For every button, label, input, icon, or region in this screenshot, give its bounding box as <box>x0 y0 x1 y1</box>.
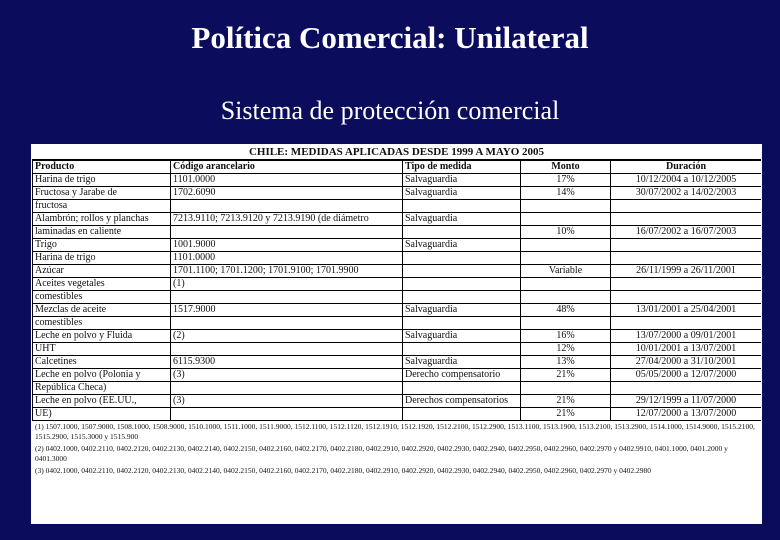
table-cell: 1101.0000 <box>171 174 403 187</box>
table-row <box>33 330 762 343</box>
table-cell: 10% <box>521 226 611 239</box>
table-cell <box>521 239 611 252</box>
table-cell: Leche en polvo y Fluida <box>33 330 171 343</box>
table-cell: 12/07/2000 a 13/07/2000 <box>611 408 762 421</box>
table-cell: 13% <box>521 356 611 369</box>
table-cell <box>171 343 403 356</box>
table-cell <box>611 213 762 226</box>
table-cell <box>521 278 611 291</box>
table-cell <box>171 382 403 395</box>
table-cell <box>611 278 762 291</box>
table-cell <box>403 226 521 239</box>
table-cell: (3) <box>171 395 403 408</box>
table-row <box>33 304 762 317</box>
table-row <box>33 239 762 252</box>
table-cell <box>171 226 403 239</box>
table-cell <box>521 382 611 395</box>
table-cell: Calcetines <box>33 356 171 369</box>
table-body <box>33 174 762 421</box>
table-cell <box>403 252 521 265</box>
table-cell: Derecho compensatorio <box>403 369 521 382</box>
table-cell: 10/01/2001 a 13/07/2001 <box>611 343 762 356</box>
measures-table-panel <box>31 144 762 524</box>
table-cell: (3) <box>171 369 403 382</box>
table-cell: fructosa <box>33 200 171 213</box>
table-row <box>33 408 762 421</box>
table-cell: 29/12/1999 a 11/07/2000 <box>611 395 762 408</box>
header-producto: Producto <box>33 161 171 174</box>
table-cell: 17% <box>521 174 611 187</box>
table-cell: República Checa) <box>33 382 171 395</box>
table-cell: 05/05/2000 a 12/07/2000 <box>611 369 762 382</box>
table-cell: 6115.9300 <box>171 356 403 369</box>
table-cell <box>171 291 403 304</box>
table-cell: UE) <box>33 408 171 421</box>
table-cell: Azúcar <box>33 265 171 278</box>
table-cell: 1101.0000 <box>171 252 403 265</box>
footnote: (3) 0402.1000, 0402.2110, 0402.2120, 0402.2130, 0402.2140, 0402.2150, 0402.2160, 0402.2170, 0402.2180, 0402.2910, 0402.2920, 0402.2930, 0402.2940, 0402.2950, 0402.2960, 0402.2970 y 0402.2980 <box>35 466 651 475</box>
slide-title: Política Comercial: Unilateral <box>191 20 589 55</box>
table-cell <box>611 291 762 304</box>
table-cell: 21% <box>521 408 611 421</box>
table-row <box>33 187 762 200</box>
table-cell: Salvaguardia <box>403 304 521 317</box>
slide-subtitle: Sistema de protección comercial <box>220 96 560 125</box>
table-row <box>33 395 762 408</box>
table-row <box>33 278 762 291</box>
header-monto: Monto <box>521 161 611 174</box>
header-duracion: Duración <box>611 161 762 174</box>
table-cell <box>521 213 611 226</box>
table-cell <box>611 252 762 265</box>
table-cell <box>403 382 521 395</box>
table-cell <box>521 200 611 213</box>
header-codigo: Código arancelario <box>171 161 403 174</box>
table-cell <box>403 265 521 278</box>
table-cell: Mezclas de aceite <box>33 304 171 317</box>
footnote: (1) 1507.1000, 1507.9000, 1508.1000, 1508.9000, 1510.1000, 1511.1000, 1511.9000, 1512.1100, 1512.1120, 1512.1910, 1512.1920, 1512.2100, 1512.2900, 1513.1100, 1513.1900, 1513.2100, 1513.2900, 1514.1000, 1514.9000, 1515.2100, 1515.2900, 1515.3000 y 1515.900 <box>35 422 755 441</box>
table-cell: laminadas en caliente <box>33 226 171 239</box>
table-row <box>33 343 762 356</box>
table-cell <box>403 278 521 291</box>
table-cell: 12% <box>521 343 611 356</box>
table-cell: 16/07/2002 a 16/07/2003 <box>611 226 762 239</box>
table-cell: Leche en polvo (Polonia y <box>33 369 171 382</box>
table-cell: Salvaguardia <box>403 213 521 226</box>
table-cell: 10/12/2004 a 10/12/2005 <box>611 174 762 187</box>
table-row <box>33 213 762 226</box>
table-row <box>33 369 762 382</box>
table-row <box>33 382 762 395</box>
table-cell <box>521 291 611 304</box>
table-cell: Salvaguardia <box>403 174 521 187</box>
table-cell: comestibles <box>33 291 171 304</box>
table-cell: Harina de trigo <box>33 174 171 187</box>
table-cell <box>611 317 762 330</box>
table-cell: comestibles <box>33 317 171 330</box>
table-cell: Aceites vegetales <box>33 278 171 291</box>
table-cell: (1) <box>171 278 403 291</box>
footnote: (2) 0402.1000, 0402.2110, 0402.2120, 0402.2130, 0402.2140, 0402.2150, 0402.2160, 0402.2170, 0402.2180, 0402.2910, 0402.2920, 0402.2930, 0402.2940, 0402.2950, 0402.2960, 0402.2970 y 0402.9910, 0401.1000, 0401.2000 y 0401.3000 <box>35 444 728 463</box>
table-cell: 16% <box>521 330 611 343</box>
table-row <box>33 291 762 304</box>
table-cell <box>521 317 611 330</box>
table-cell <box>171 317 403 330</box>
table-cell <box>521 252 611 265</box>
table-row <box>33 317 762 330</box>
table-cell: Salvaguardia <box>403 239 521 252</box>
table-row <box>33 174 762 187</box>
table-cell <box>403 200 521 213</box>
table-cell: 21% <box>521 395 611 408</box>
measures-table <box>32 160 762 421</box>
table-cell: Alambrón; rollos y planchas <box>33 213 171 226</box>
table-cell: Harina de trigo <box>33 252 171 265</box>
table-cell: 30/07/2002 a 14/02/2003 <box>611 187 762 200</box>
table-row <box>33 252 762 265</box>
table-caption: CHILE: MEDIDAS APLICADAS DESDE 1999 A MAYO 2005 <box>32 145 761 160</box>
table-cell <box>611 239 762 252</box>
table-cell: 26/11/1999 a 26/11/2001 <box>611 265 762 278</box>
table-cell: 14% <box>521 187 611 200</box>
table-cell <box>403 343 521 356</box>
table-cell: 1702.6090 <box>171 187 403 200</box>
table-cell: 13/07/2000 a 09/01/2001 <box>611 330 762 343</box>
table-cell: Trigo <box>33 239 171 252</box>
table-cell <box>611 382 762 395</box>
table-cell: Salvaguardia <box>403 330 521 343</box>
table-cell <box>611 200 762 213</box>
table-row <box>33 265 762 278</box>
table-cell <box>403 317 521 330</box>
table-row <box>33 226 762 239</box>
table-cell <box>171 408 403 421</box>
table-cell: Salvaguardia <box>403 356 521 369</box>
table-cell: 13/01/2001 a 25/04/2001 <box>611 304 762 317</box>
table-cell: 7213.9110; 7213.9120 y 7213.9190 (de diámetro <box>171 213 403 226</box>
table-cell: 21% <box>521 369 611 382</box>
header-tipo: Tipo de medida <box>403 161 521 174</box>
table-cell: 1001.9000 <box>171 239 403 252</box>
table-cell: 27/04/2000 a 31/10/2001 <box>611 356 762 369</box>
table-cell: Salvaguardia <box>403 187 521 200</box>
table-row <box>33 200 762 213</box>
table-cell: Leche en polvo (EE.UU., <box>33 395 171 408</box>
table-header-row <box>33 161 762 174</box>
table-cell: Derechos compensatorios <box>403 395 521 408</box>
table-cell: Variable <box>521 265 611 278</box>
table-cell: 1517.9000 <box>171 304 403 317</box>
table-cell: Fructosa y Jarabe de <box>33 187 171 200</box>
table-cell: 1701.1100; 1701.1200; 1701.9100; 1701.9900 <box>171 265 403 278</box>
table-cell: (2) <box>171 330 403 343</box>
table-cell <box>403 408 521 421</box>
table-cell <box>171 200 403 213</box>
table-row <box>33 356 762 369</box>
table-cell: UHT <box>33 343 171 356</box>
table-cell <box>403 291 521 304</box>
table-footnotes <box>32 421 761 479</box>
table-cell: 48% <box>521 304 611 317</box>
